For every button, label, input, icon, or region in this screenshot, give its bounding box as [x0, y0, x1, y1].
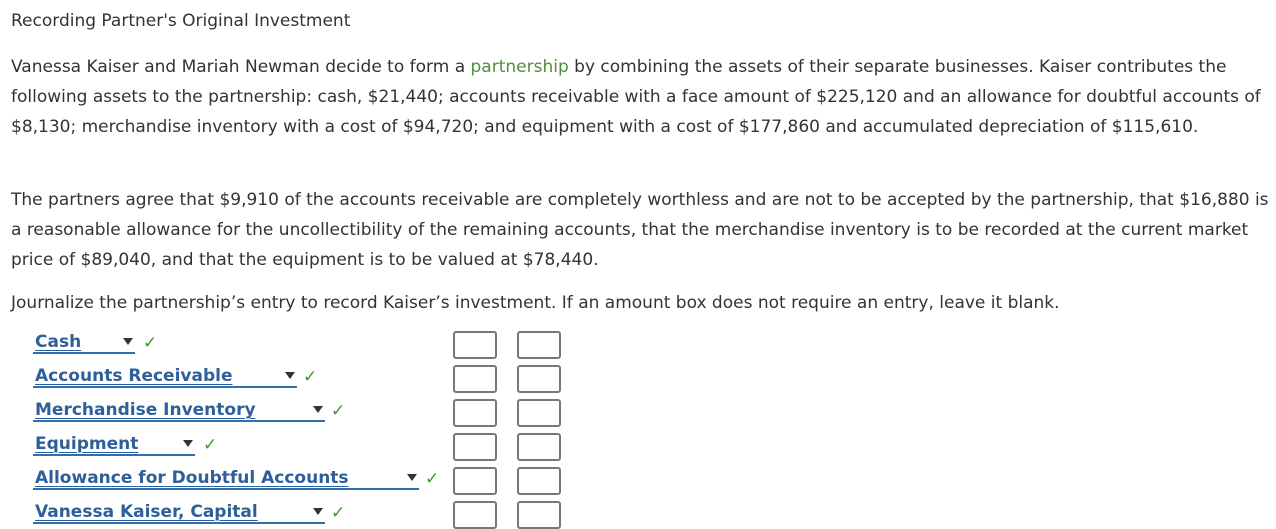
- debit-amount-input[interactable]: [453, 433, 497, 461]
- credit-amount-input[interactable]: [517, 331, 561, 359]
- account-select[interactable]: [33, 400, 325, 422]
- problem-paragraph-1: [11, 52, 1271, 142]
- account-select[interactable]: [33, 366, 297, 388]
- account-select-value: Equipment: [35, 434, 139, 454]
- debit-amount-input[interactable]: [453, 501, 497, 529]
- account-select-value: Vanessa Kaiser, Capital: [35, 502, 258, 522]
- debit-amount-input[interactable]: [453, 331, 497, 359]
- check-icon: ✓: [303, 367, 318, 387]
- check-icon: ✓: [425, 469, 440, 489]
- account-select-value: Merchandise Inventory: [35, 400, 256, 420]
- paragraph-1-text-b: by combining the assets of their separate businesses. Kaiser contributes the following assets to the partnership: cash, $21,440; accounts receivable with a face amount of $225,120 and an allowance for doubtful accounts of $8,130; merchandise inventory with a cost of $94,720; and equipment with a cost of $177,860 and accumulated depreciation of $115,610.: [11, 57, 1261, 137]
- chevron-down-icon: [313, 508, 323, 515]
- instruction-text: Journalize the partnership’s entry to record Kaiser’s investment. If an amount box does not require an entry, leave it blank.: [11, 293, 1060, 313]
- credit-amount-input[interactable]: [517, 433, 561, 461]
- credit-amount-input[interactable]: [517, 399, 561, 427]
- debit-amount-input[interactable]: [453, 399, 497, 427]
- chevron-down-icon: [313, 406, 323, 413]
- account-select-value: Cash: [35, 332, 82, 352]
- debit-amount-input[interactable]: [453, 365, 497, 393]
- check-icon: ✓: [203, 435, 218, 455]
- credit-amount-input[interactable]: [517, 501, 561, 529]
- account-select-value: Accounts Receivable: [35, 366, 233, 386]
- chevron-down-icon: [183, 440, 193, 447]
- debit-amount-input[interactable]: [453, 467, 497, 495]
- account-select[interactable]: [33, 434, 195, 456]
- chevron-down-icon: [285, 372, 295, 379]
- account-select[interactable]: [33, 468, 419, 490]
- account-select-value: Allowance for Doubtful Accounts: [35, 468, 349, 488]
- paragraph-1-text-a: Vanessa Kaiser and Mariah Newman decide to form a: [11, 57, 471, 77]
- partnership-link[interactable]: partnership: [470, 57, 569, 77]
- check-icon: ✓: [331, 503, 346, 523]
- check-icon: ✓: [331, 401, 346, 421]
- chevron-down-icon: [123, 338, 133, 345]
- account-select[interactable]: [33, 502, 325, 524]
- problem-paragraph-2: The partners agree that $9,910 of the accounts receivable are completely worthless and are not to be accepted by the partnership, that $16,880 is a reasonable allowance for the uncollectibility of the remaining accounts, that the merchandise inventory is to be recorded at the current market price of $89,040, and that the equipment is to be valued at $78,440.: [11, 190, 1269, 270]
- check-icon: ✓: [143, 333, 158, 353]
- credit-amount-input[interactable]: [517, 365, 561, 393]
- page-title: Recording Partner's Original Investment: [11, 11, 351, 31]
- chevron-down-icon: [407, 474, 417, 481]
- credit-amount-input[interactable]: [517, 467, 561, 495]
- account-select[interactable]: [33, 332, 135, 354]
